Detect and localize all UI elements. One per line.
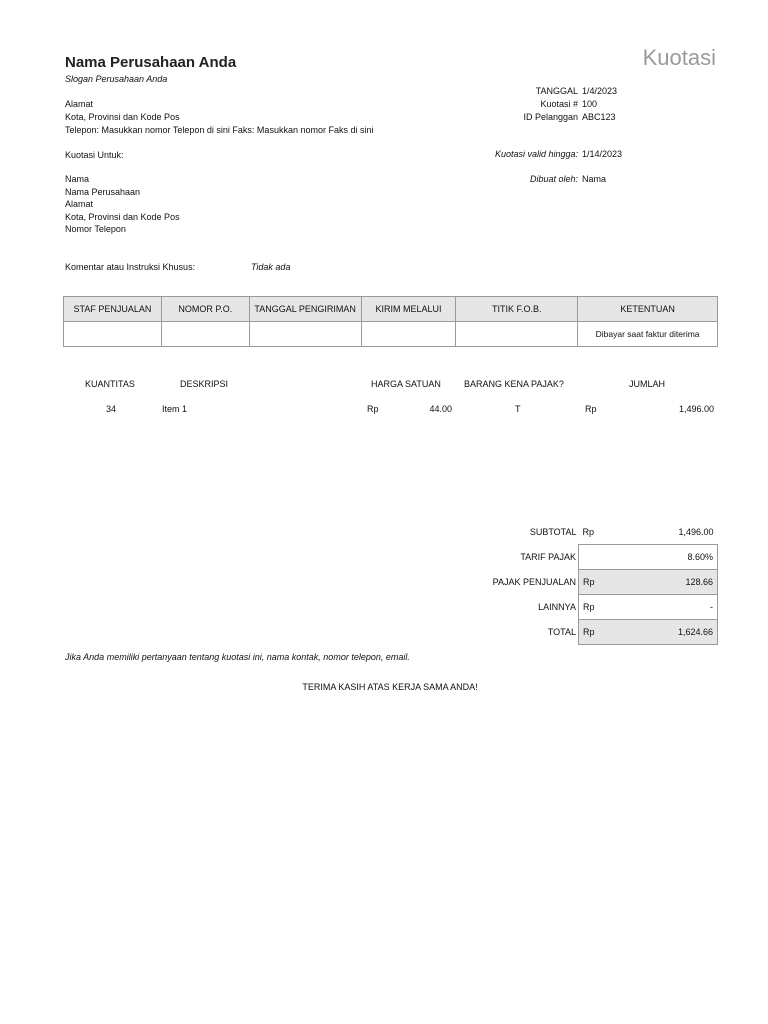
customer-id-value: ABC123 (582, 112, 616, 122)
company-city-line: Kota, Provinsi dan Kode Pos (65, 112, 180, 122)
header-sales-staff: STAF PENJUALAN (64, 297, 162, 322)
date-label: TANGGAL (535, 86, 578, 96)
item-description: Item 1 (162, 404, 188, 414)
total-value: 1,624.66 (607, 620, 718, 645)
items-header-description: DESKRIPSI (180, 379, 229, 389)
cell-fob-point (456, 322, 578, 347)
recipient-company: Nama Perusahaan (65, 187, 141, 197)
valid-until-value: 1/14/2023 (582, 149, 623, 159)
date-value: 1/4/2023 (582, 86, 618, 96)
questions-note: Jika Anda memiliki pertanyaan tentang kuotasi ini, nama kontak, nomor telepon, email. (65, 652, 410, 662)
subtotal-currency: Rp (582, 527, 595, 537)
item-unit-price: 44.00 (429, 404, 452, 414)
header-ship-via: KIRIM MELALUI (361, 297, 456, 322)
header-terms: KETENTUAN (578, 297, 718, 322)
tax-rate-value: 8.60% (607, 545, 718, 570)
items-header-unit-price: HARGA SATUAN (371, 379, 441, 389)
recipient-name: Nama (65, 174, 90, 184)
quote-number-value: 100 (582, 99, 598, 109)
valid-until-label: Kuotasi valid hingga: (494, 149, 578, 159)
sales-tax-label: PAJAK PENJUALAN (492, 577, 576, 587)
order-info-value-row (64, 322, 718, 347)
comments-value: Tidak ada (251, 262, 291, 272)
company-slogan: Slogan Perusahaan Anda (65, 74, 168, 84)
header-ship-date: TANGGAL PENGIRIMAN (249, 297, 361, 322)
item-price-currency: Rp (367, 404, 379, 414)
item-quantity: 34 (106, 404, 117, 414)
customer-id-label: ID Pelanggan (523, 112, 578, 122)
other-value: - (607, 595, 718, 620)
item-amount: 1,496.00 (678, 404, 714, 414)
tax-rate-row (477, 545, 718, 570)
sales-tax-value: 128.66 (607, 570, 718, 595)
subtotal-row (477, 520, 718, 545)
other-label: LAINNYA (538, 602, 576, 612)
cell-ship-date (249, 322, 361, 347)
prepared-by-label: Dibuat oleh: (529, 174, 578, 184)
comments-label: Komentar atau Instruksi Khusus: (65, 262, 196, 272)
total-row (477, 620, 718, 645)
tax-rate-currency-spacer (579, 545, 608, 570)
document-title: Kuotasi (642, 45, 716, 70)
total-currency: Rp (579, 620, 608, 645)
company-address: Alamat (65, 99, 94, 109)
items-header-amount: JUMLAH (629, 379, 666, 389)
totals-table (477, 520, 718, 645)
items-header-quantity: KUANTITAS (85, 379, 135, 389)
total-label: TOTAL (547, 627, 576, 637)
recipient-phone: Nomor Telepon (65, 224, 126, 234)
sales-tax-row (477, 570, 718, 595)
other-row (477, 595, 718, 620)
cell-terms: Dibayar saat faktur diterima (578, 322, 718, 347)
sales-tax-currency: Rp (579, 570, 608, 595)
items-header-taxable: BARANG KENA PAJAK? (464, 379, 564, 389)
item-amount-currency: Rp (585, 404, 597, 414)
header-po-number: NOMOR P.O. (161, 297, 249, 322)
prepared-by-value: Nama (582, 174, 607, 184)
cell-ship-via (361, 322, 456, 347)
order-info-header-row (64, 297, 718, 322)
item-taxable: T (515, 404, 521, 414)
other-currency: Rp (579, 595, 608, 620)
recipient-address: Alamat (65, 199, 94, 209)
cell-sales-staff (64, 322, 162, 347)
subtotal-label: SUBTOTAL (529, 527, 577, 538)
company-contact-line: Telepon: Masukkan nomor Telepon di sini Faks: Masukkan nomor Faks di sini (65, 125, 374, 135)
order-info-table (63, 296, 718, 347)
tax-rate-label: TARIF PAJAK (520, 552, 576, 562)
subtotal-value: 1,496.00 (678, 527, 714, 537)
company-name: Nama Perusahaan Anda (65, 54, 237, 71)
quote-number-label: Kuotasi # (540, 99, 578, 109)
cell-po-number (161, 322, 249, 347)
header-fob-point: TITIK F.O.B. (456, 297, 578, 322)
recipient-city-line: Kota, Provinsi dan Kode Pos (65, 212, 180, 222)
recipient-heading: Kuotasi Untuk: (65, 150, 124, 160)
thank-you-message: TERIMA KASIH ATAS KERJA SAMA ANDA! (302, 682, 478, 692)
